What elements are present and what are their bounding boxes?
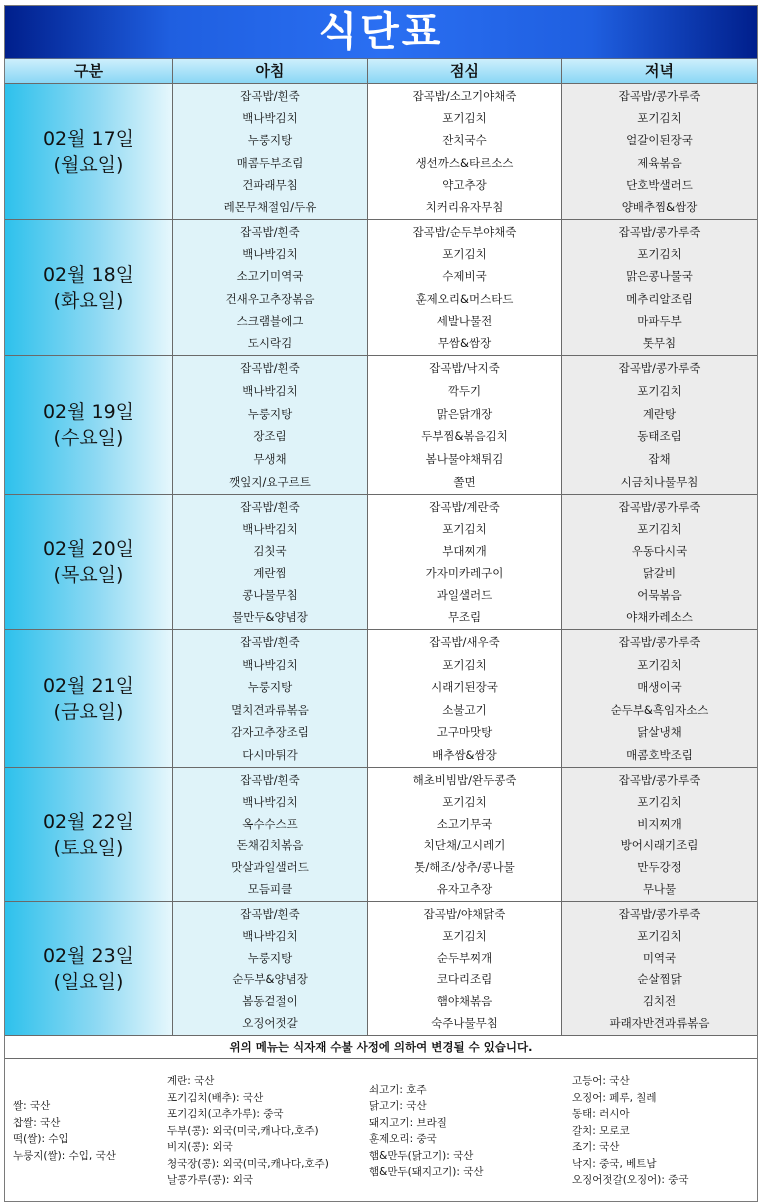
menu-item: 약고추장 [442,177,487,192]
menu-item: 잡곡밥/야채닭죽 [423,906,506,921]
menu-item: 돈채김치볶음 [236,838,304,853]
menu-item: 건파래무침 [242,177,298,192]
menu-item: 치단채/고시레기 [423,838,506,853]
day-row [5,902,757,1036]
menu-item: 포기김치 [637,522,682,536]
menu-item: 코다리조림 [436,972,493,987]
menu-item: 백나박김치 [242,794,298,809]
menu-item: 스크램블에그 [236,313,304,328]
origin-item: 닭고기: 국산 [369,1100,427,1112]
header-breakfast: 아침 [173,59,368,83]
menu-table [4,5,758,1202]
menu-item: 깍두기 [447,383,482,398]
menu-item: 시래기된장국 [431,680,498,695]
origin-item: 낙지: 중국, 베트남 [572,1157,657,1170]
menu-item: 무쌈&쌈장 [437,335,492,350]
menu-item: 톳/해조/상추/콩나물 [414,860,515,875]
menu-item: 깻잎지/요구르트 [229,474,311,489]
dinner-cell [562,630,757,767]
day-weekday: (토요일) [53,836,124,859]
menu-item: 닭살냉채 [637,725,682,740]
menu-item: 백나박김치 [242,111,298,126]
menu-item: 잡곡밥/낙지죽 [429,361,500,376]
menu-item: 유자고추장 [436,882,493,897]
menu-item: 포기김치 [442,794,487,809]
origin-column-4 [564,1061,754,1201]
day-date: 02월 18일 [42,263,135,286]
header-row [5,59,757,84]
lunch-cell [368,84,562,219]
menu-item: 시금치나물무침 [620,474,699,489]
menu-item: 무생채 [253,451,287,466]
day-weekday: (화요일) [53,289,124,312]
menu-item: 잡채 [648,451,671,466]
menu-item: 백나박김치 [242,657,298,672]
menu-item: 맑은콩나물국 [626,269,693,284]
origin-item: 갈치: 모로코 [572,1124,630,1137]
menu-item: 소고기무국 [436,816,493,831]
dinner-cell [562,495,757,629]
day-label [5,902,173,1035]
day-label [5,356,173,494]
menu-item: 장조림 [253,429,287,444]
day-date: 02월 21일 [42,674,135,697]
breakfast-cell [173,768,368,901]
days-container [5,84,757,1036]
menu-item: 부대찌개 [442,544,487,558]
menu-item: 마파두부 [637,313,682,328]
menu-item: 잡곡밥/흰죽 [240,772,300,787]
menu-item: 잡곡밥/흰죽 [240,635,300,650]
origin-info [5,1059,757,1201]
menu-item: 누룽지탕 [247,680,293,695]
menu-item: 잡곡밥/콩가루죽 [618,635,701,650]
menu-item: 도시락김 [247,335,293,350]
menu-item: 잡곡밥/흰죽 [240,500,300,514]
menu-item: 잡곡밥/콩가루죽 [618,906,701,921]
lunch-cell [368,630,562,767]
day-date: 02월 19일 [42,401,135,423]
menu-item: 치커리유자무침 [425,199,504,214]
day-label [5,220,173,355]
menu-item: 누룽지탕 [247,133,293,148]
header-dinner: 저녁 [645,62,674,80]
menu-item: 잡곡밥/새우죽 [429,635,500,650]
origin-item: 포기김치(배추): 국산 [167,1091,264,1104]
origin-item: 오징어젓갈(오징어): 중국 [572,1174,689,1187]
menu-item: 잡곡밥/콩가루죽 [618,361,701,376]
menu-item: 오징어젓갈 [242,1016,298,1031]
day-weekday: (일요일) [53,970,124,993]
lunch-cell [368,495,562,629]
menu-item: 잡곡밥/흰죽 [240,225,300,240]
lunch-cell [368,768,562,901]
day-label [5,630,173,767]
menu-item: 비지찌개 [637,816,682,831]
menu-item: 파래자반견과류볶음 [609,1016,710,1031]
menu-item: 잡곡밥/흰죽 [240,906,300,921]
day-label [5,768,173,901]
dinner-cell [562,768,757,901]
menu-item: 고구마맛탕 [436,725,493,740]
origin-item: 햄&만두(닭고기): 국산 [369,1149,474,1162]
menu-item: 포기김치 [442,928,487,943]
menu-item: 순두부&양념장 [232,972,308,987]
menu-item: 숙주나물무침 [431,1016,498,1031]
menu-item: 잡곡밥/콩가루죽 [618,500,701,514]
menu-item: 맑은닭개장 [436,406,493,421]
day-date: 02월 17일 [42,127,135,150]
origin-item: 두부(콩): 외국(미국,캐나다,호주) [167,1124,319,1137]
menu-item: 포기김치 [637,928,682,943]
origin-item: 계란: 국산 [167,1075,215,1088]
origin-item: 날콩가루(콩): 외국 [167,1174,254,1187]
menu-item: 옥수수스프 [242,816,298,831]
day-label [5,495,173,629]
breakfast-cell [173,220,368,355]
day-row [5,220,757,356]
breakfast-cell [173,495,368,629]
menu-item: 닭갈비 [642,566,677,580]
menu-item: 포기김치 [442,247,487,262]
origin-item: 비지(콩): 외국 [167,1141,233,1154]
menu-item: 감자고추장조림 [231,725,309,740]
menu-item: 잡곡밥/흰죽 [240,361,300,376]
day-row [5,768,757,902]
day-label [5,84,173,219]
origin-item: 떡(쌀): 수입 [13,1133,69,1145]
menu-item: 배추쌈&쌈장 [432,747,497,762]
origin-column-2 [167,1061,365,1201]
page-title: 식단표 [5,6,757,59]
menu-item: 훈제오리&머스타드 [415,291,514,306]
menu-item: 봄나물야채튀김 [425,451,504,466]
menu-item: 미역국 [642,950,677,965]
origin-item: 포기김치(고추가루): 중국 [167,1108,284,1121]
menu-item: 쫄면 [453,474,476,489]
menu-item: 세발나물전 [436,313,493,328]
day-row [5,630,757,768]
menu-item: 잡곡밥/순두부야채죽 [412,225,517,240]
menu-item: 매생이국 [637,680,682,695]
day-date: 02월 23일 [42,944,135,967]
breakfast-cell [173,902,368,1035]
origin-item: 누룽지(쌀): 수입, 국산 [13,1149,116,1162]
dinner-cell [562,902,757,1035]
dinner-cell [562,84,757,219]
menu-item: 무나물 [642,882,677,897]
menu-item: 김치전 [642,994,677,1009]
origin-item: 오징어: 페루, 칠레 [572,1091,657,1104]
day-weekday: (목요일) [53,564,124,586]
menu-item: 순살찜닭 [637,972,682,987]
lunch-cell [368,220,562,355]
menu-item: 톳무침 [642,335,677,350]
menu-item: 백나박김치 [242,522,298,536]
menu-item: 포기김치 [442,657,487,672]
menu-item: 두부찜&볶음김치 [421,429,508,444]
menu-item: 소고기미역국 [236,269,304,284]
menu-item: 누룽지탕 [247,406,293,421]
origin-item: 동태: 러시아 [572,1108,630,1121]
menu-item: 양배추찜&쌈장 [621,199,698,214]
menu-item: 어묵볶음 [637,588,682,602]
menu-item: 잡곡밥/계란죽 [429,500,500,514]
origin-item: 쇠고기: 호주 [369,1083,427,1096]
menu-item: 소불고기 [442,702,487,717]
menu-item: 포기김치 [637,247,682,262]
menu-item: 무조림 [447,610,482,624]
notice-text: 위의 메뉴는 식자재 수불 사정에 의하여 변경될 수 있습니다. [5,1036,757,1059]
day-date: 02월 22일 [42,810,135,833]
menu-item: 백나박김치 [242,928,298,943]
menu-item: 잡곡밥/콩가루죽 [618,225,701,240]
menu-item: 매콤두부조림 [236,155,304,170]
day-weekday: (수요일) [53,427,124,449]
menu-item: 수제비국 [442,269,487,284]
menu-item: 우동다시국 [631,544,688,558]
menu-item: 매콤호박조림 [626,747,693,762]
menu-item: 메추리알조림 [626,291,693,306]
menu-item: 김칫국 [253,544,287,558]
origin-item: 햄&만두(돼지고기): 국산 [369,1166,484,1178]
menu-item: 다시마튀각 [242,747,298,762]
origin-item: 쌀: 국산 [13,1100,51,1112]
menu-item: 포기김치 [637,794,682,809]
menu-item: 포기김치 [442,522,487,536]
header-lunch: 점심 [368,59,562,83]
menu-item: 백나박김치 [242,247,298,262]
menu-item: 과일샐러드 [436,588,493,602]
menu-item: 포기김치 [637,383,682,398]
day-date: 02월 20일 [42,538,135,560]
day-row [5,495,757,630]
origin-item: 고등어: 국산 [572,1075,630,1088]
breakfast-cell [173,630,368,767]
menu-item: 잡곡밥/흰죽 [240,89,300,104]
origin-column-3 [365,1061,564,1201]
menu-item: 백나박김치 [242,383,298,398]
day-row [5,84,757,220]
menu-item: 물만두&양념장 [232,610,308,624]
menu-item: 맛살과일샐러드 [231,860,309,875]
dinner-cell [562,356,757,494]
day-weekday: (금요일) [53,700,124,723]
header-category: 구분 [5,59,173,83]
menu-item: 생선까스&타르소스 [415,155,514,170]
menu-item: 순두부&흑임자소스 [610,702,709,717]
menu-item: 잔치국수 [442,133,487,148]
menu-item: 야채카레소스 [626,610,693,624]
menu-item: 해초비빔밥/완두콩죽 [412,772,517,787]
breakfast-cell [173,84,368,219]
menu-item: 모듬피클 [247,882,293,897]
lunch-cell [368,356,562,494]
menu-item: 누룽지탕 [247,950,293,965]
day-weekday: (월요일) [53,153,124,176]
menu-item: 포기김치 [442,111,487,126]
origin-item: 조기: 국산 [572,1141,620,1154]
origin-column-1 [5,1061,167,1201]
breakfast-cell [173,356,368,494]
menu-item: 제육볶음 [637,155,682,170]
origin-item: 훈제오리: 중국 [369,1133,437,1145]
menu-item: 단호박샐러드 [626,177,693,192]
menu-item: 동태조림 [637,429,682,444]
menu-item: 건새우고추장볶음 [225,291,315,306]
menu-item: 잡곡밥/콩가루죽 [618,772,701,787]
menu-item: 포기김치 [637,657,682,672]
origin-item: 돼지고기: 브라질 [369,1116,447,1129]
origin-item: 청국장(콩): 외국(미국,캐나다,호주) [167,1157,329,1170]
menu-item: 방어시래기조림 [620,838,699,853]
menu-item: 햄야채볶음 [436,994,493,1009]
menu-item: 가자미카레구이 [425,566,504,580]
menu-item: 잡곡밥/콩가루죽 [618,89,701,104]
dinner-cell [562,220,757,355]
day-row [5,356,757,495]
menu-item: 순두부찌개 [436,950,493,965]
menu-item: 계란찜 [253,566,287,580]
menu-item: 얼갈이된장국 [626,133,693,148]
menu-item: 멸치견과류볶음 [231,702,309,717]
menu-item: 잡곡밥/소고기야채죽 [412,89,517,104]
lunch-cell [368,902,562,1035]
menu-item: 봄동겉절이 [242,994,298,1009]
origin-item: 찹쌀: 국산 [13,1116,61,1129]
menu-item: 계란탕 [642,406,677,421]
menu-item: 만두강정 [637,860,682,875]
menu-item: 포기김치 [637,111,682,126]
menu-item: 레몬무채절임/두유 [223,199,317,214]
menu-item: 콩나물무침 [242,588,298,602]
